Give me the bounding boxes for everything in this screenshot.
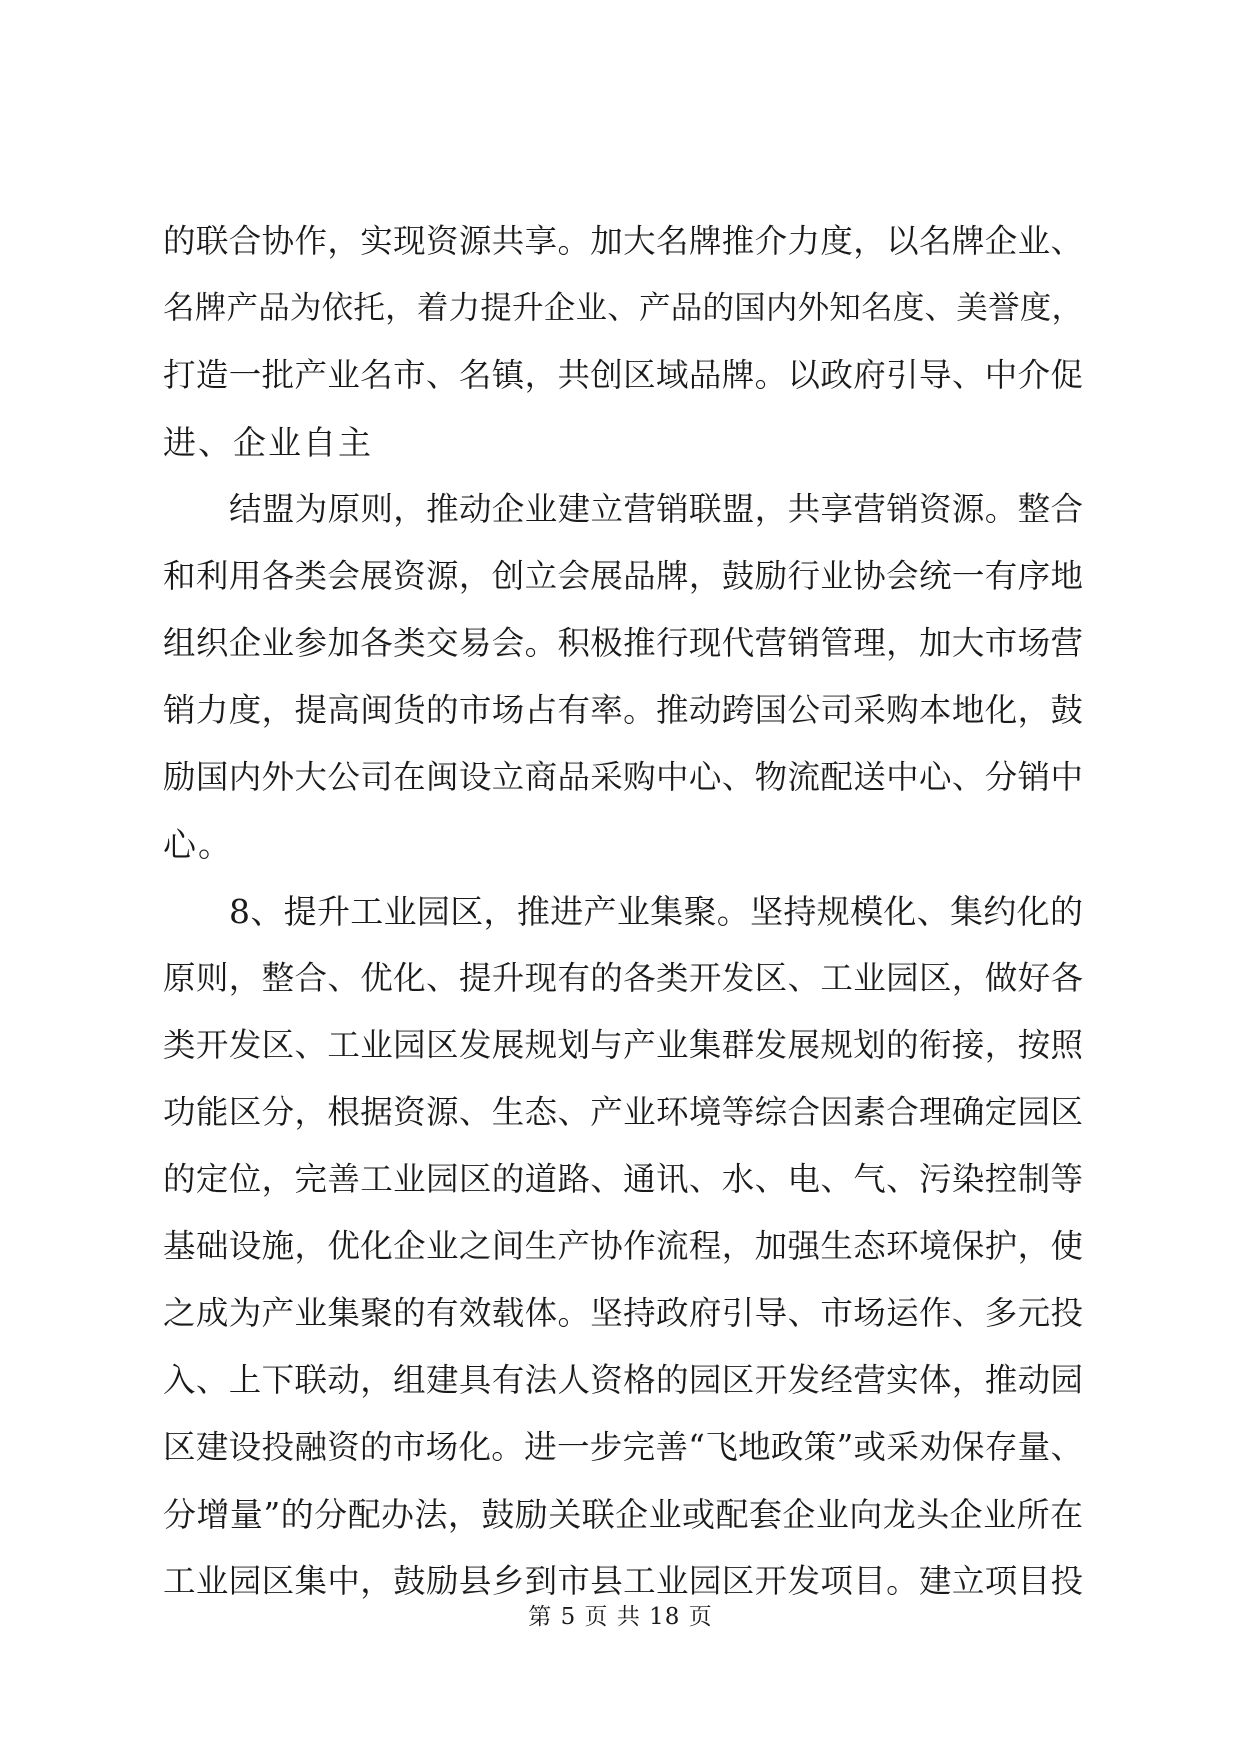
text-line: 分增量”的分配办法，鼓励关联企业或配套企业向龙头企业所在 bbox=[163, 1495, 1083, 1534]
paragraph bbox=[163, 476, 1083, 878]
text-line: 心。 bbox=[163, 825, 233, 864]
text-line: 的联合协作，实现资源共享。加大名牌推介力度，以名牌企业、 bbox=[163, 222, 1083, 260]
text-line: 工业园区集中，鼓励县乡到市县工业园区开发项目。建立项目投 bbox=[163, 1562, 1083, 1600]
text-line: 之成为产业集聚的有效载体。坚持政府引导、市场运作、多元投 bbox=[163, 1294, 1083, 1332]
text-line: 组织企业参加各类交易会。积极推行现代营销管理，加大市场营 bbox=[163, 624, 1083, 662]
text-line: 8、提升工业园区，推进产业集聚。坚持规模化、集约化的 bbox=[229, 892, 1083, 931]
text-line: 基础设施，优化企业之间生产协作流程，加强生态环境保护，使 bbox=[163, 1227, 1083, 1265]
text-line: 和利用各类会展资源，创立会展品牌，鼓励行业协会统一有序地 bbox=[163, 557, 1083, 595]
text-line: 功能区分，根据资源、生态、产业环境等综合因素合理确定园区 bbox=[163, 1093, 1083, 1131]
text-line: 区建设投融资的市场化。进一步完善“飞地政策”或采劝保存量、 bbox=[163, 1428, 1083, 1466]
text-line: 销力度，提高闽货的市场占有率。推动跨国公司采购本地化，鼓 bbox=[163, 691, 1083, 729]
text-line: 励国内外大公司在闽设立商品采购中心、物流配送中心、分销中 bbox=[163, 758, 1083, 796]
text-line: 结盟为原则，推动企业建立营销联盟，共享营销资源。整合 bbox=[229, 490, 1083, 528]
text-line: 入、上下联动，组建具有法人资格的园区开发经营实体，推动园 bbox=[163, 1361, 1083, 1399]
body-text bbox=[163, 208, 1083, 1615]
page-number-footer: 第 5 页 共 18 页 bbox=[528, 1604, 713, 1630]
text-line: 打造一批产业名市、名镇，共创区域品牌。以政府引导、中介促 bbox=[163, 356, 1083, 394]
text-line: 进、企业自主 bbox=[163, 423, 373, 462]
text-line: 名牌产品为依托，着力提升企业、产品的国内外知名度、美誉度， bbox=[163, 290, 1083, 326]
text-line: 类开发区、工业园区发展规划与产业集群发展规划的衔接，按照 bbox=[163, 1026, 1083, 1064]
text-line: 的定位，完善工业园区的道路、通讯、水、电、气、污染控制等 bbox=[163, 1160, 1083, 1198]
paragraph bbox=[163, 208, 1083, 476]
paragraph bbox=[163, 878, 1083, 1615]
text-line: 原则，整合、优化、提升现有的各类开发区、工业园区，做好各 bbox=[163, 959, 1083, 997]
